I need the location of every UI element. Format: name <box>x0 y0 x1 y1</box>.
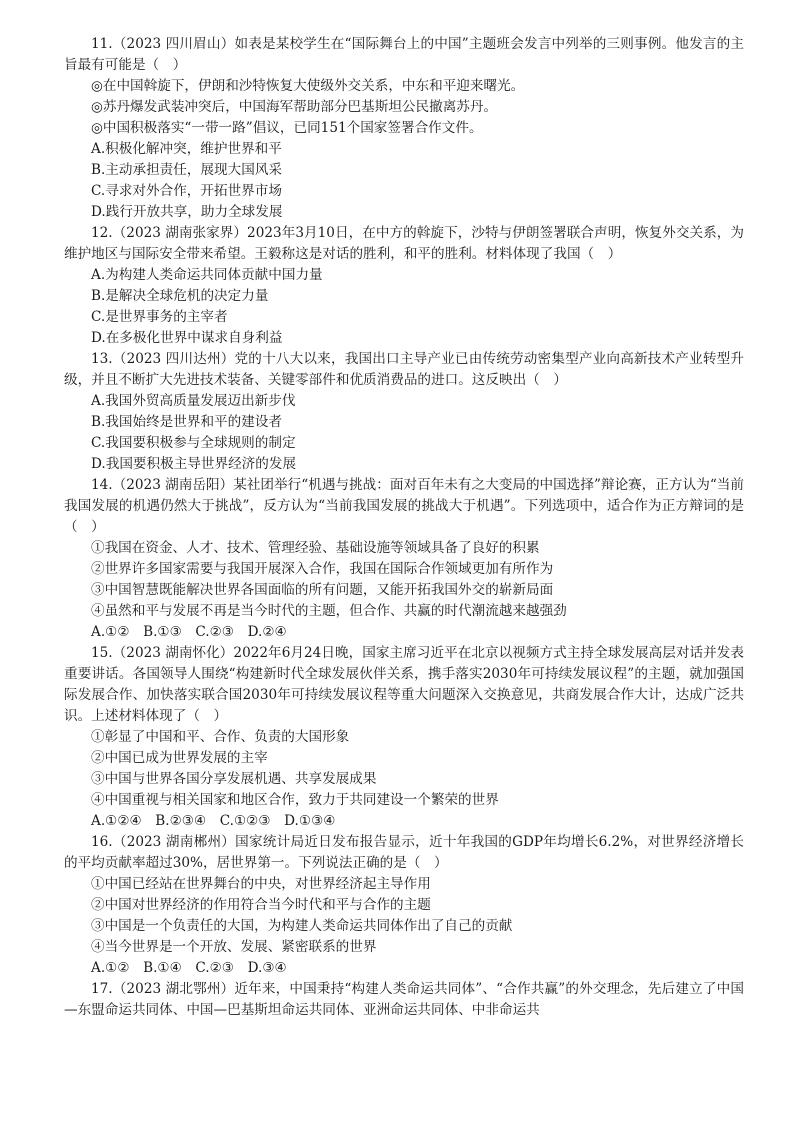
statement-4: ④当今世界是一个开放、发展、紧密联系的世界 <box>91 939 377 955</box>
statement-2: ②中国对世界经济的作用符合当今时代和平与合作的主题 <box>91 897 431 913</box>
question-stem: 13.（2023 四川达州）党的十八大以来，我国出口主导产业已由传统劳动密集型产业向高新技术产业转型升级，并且不断扩大先进技术装备、关键零部件和优质消费品的进口。这反映出（ ） <box>64 351 744 388</box>
question-stem: 14.（2023 湖南岳阳）某社团举行“机遇与挑战：面对百年未有之大变局的中国选择”辩论赛，正方认为“当前我国发展的机遇仍然大于挑战”，反方认为“当前我国发展的挑战大于机遇”。下列选项中，适合作为正方辩词的是（ ） <box>64 477 744 535</box>
example-line: ◎中国积极落实“一带一路”倡议，已同151个国家签署合作文件。 <box>91 120 483 136</box>
option-c: C.寻求对外合作，开拓世界市场 <box>91 183 282 199</box>
option-a: A.为构建人类命运共同体贡献中国力量 <box>91 267 323 283</box>
statement-1: ①我国在资金、人才、技术、管理经验、基础设施等领域具备了良好的积累 <box>91 540 540 556</box>
statement-2: ②世界许多国家需要与我国开展深入合作，我国在国际合作领域更加有所作为 <box>91 561 554 577</box>
option-b: B.主动承担责任，展现大国风采 <box>91 162 283 178</box>
statement-1: ①中国已经站在世界舞台的中央，对世界经济起主导作用 <box>91 876 431 892</box>
option-c: C.是世界事务的主宰者 <box>91 309 228 325</box>
answer-options: A.①② B.①③ C.②③ D.②④ <box>91 624 287 640</box>
question-stem: 15.（2023 湖南怀化）2022年6月24日晚，国家主席习近平在北京以视频方式主持全球发展高层对话并发表重要讲话。各国领导人围绕“构建新时代全球发展伙伴关系，携手落实2030年可持续发展议程”的主题，就加强国际发展合作、加快落实联合国2030年可持续发展议程等重大问题深入交换意见，共商发展合作大计，达成广泛共识。上述材料体现了（ ） <box>64 645 744 724</box>
question-stem: 12.（2023 湖南张家界）2023年3月10日，在中方的斡旋下，沙特与伊朗签署联合声明，恢复外交关系，为维护地区与国际安全带来希望。王毅称这是对话的胜利，和平的胜利。材料体现了我国（ ） <box>64 225 744 262</box>
option-b: B.是解决全球危机的决定力量 <box>91 288 269 304</box>
option-d: D.我国要积极主导世界经济的发展 <box>91 456 297 472</box>
option-d: D.践行开放共享，助力全球发展 <box>91 204 283 220</box>
question-14 <box>64 475 744 643</box>
option-a: A.积极化解冲突，维护世界和平 <box>91 141 282 157</box>
answer-options: A.①②④ B.②③④ C.①②③ D.①③④ <box>91 813 336 829</box>
statement-4: ④中国重视与相关国家和地区合作，致力于共同建设一个繁荣的世界 <box>91 792 499 808</box>
option-a: A.我国外贸高质量发展迈出新步伐 <box>91 393 296 409</box>
question-11 <box>64 34 744 223</box>
statement-3: ③中国是一个负责任的大国，为构建人类命运共同体作出了自己的贡献 <box>91 918 513 934</box>
question-17 <box>64 979 744 1021</box>
question-stem: 11.（2023 四川眉山）如表是某校学生在“国际舞台上的中国”主题班会发言中列举的三则事例。他发言的主旨最有可能是（ ） <box>64 36 744 73</box>
statement-4: ④虽然和平与发展不再是当今时代的主题，但合作、共赢的时代潮流越来越强劲 <box>91 603 567 619</box>
answer-options: A.①② B.①④ C.②③ D.③④ <box>91 960 287 976</box>
example-line: ◎苏丹爆发武装冲突后，中国海军帮助部分巴基斯坦公民撤离苏丹。 <box>91 99 498 115</box>
statement-3: ③中国与世界各国分享发展机遇、共享发展成果 <box>91 771 377 787</box>
question-12 <box>64 223 744 349</box>
statement-1: ①彰显了中国和平、合作、负责的大国形象 <box>91 729 350 745</box>
exam-page <box>64 34 744 1021</box>
option-c: C.我国要积极参与全球规则的制定 <box>91 435 296 451</box>
question-15 <box>64 643 744 832</box>
option-b: B.我国始终是世界和平的建设者 <box>91 414 283 430</box>
question-stem: 17.（2023 湖北鄂州）近年来，中国秉持“构建人类命运共同体”、“合作共赢”的外交理念，先后建立了中国—东盟命运共同体、中国—巴基斯坦命运共同体、亚洲命运共同体、中非命运共 <box>64 981 744 1018</box>
question-13 <box>64 349 744 475</box>
option-d: D.在多极化世界中谋求自身利益 <box>91 330 283 346</box>
statement-3: ③中国智慧既能解决世界各国面临的所有问题，又能开拓我国外交的崭新局面 <box>91 582 554 598</box>
question-stem: 16.（2023 湖南郴州）国家统计局近日发布报告显示，近十年我国的GDP年均增长6.2%，对世界经济增长的平均贡献率超过30%，居世界第一。下列说法正确的是（ ） <box>64 834 744 871</box>
example-line: ◎在中国斡旋下，伊朗和沙特恢复大使级外交关系，中东和平迎来曙光。 <box>91 78 525 94</box>
statement-2: ②中国已成为世界发展的主宰 <box>91 750 268 766</box>
question-16 <box>64 832 744 979</box>
